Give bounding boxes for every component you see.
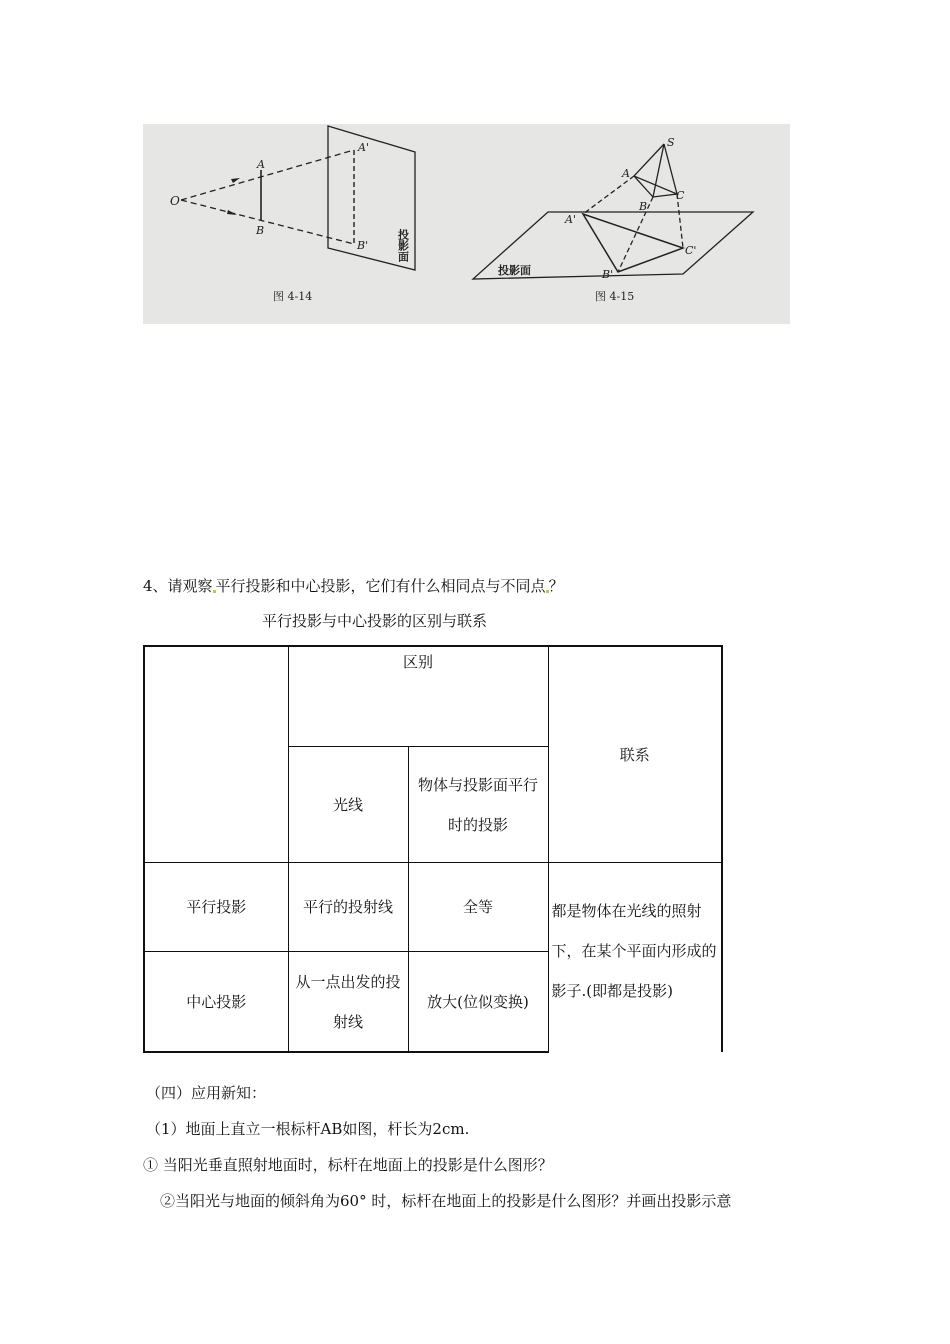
plane-label-right: 投影面 — [498, 264, 531, 277]
table-corner-cell — [144, 646, 288, 863]
row-name: 平行投影 — [186, 898, 247, 916]
row-name-cell — [144, 952, 288, 1053]
label-s: S — [667, 136, 675, 149]
table-row-parallel — [144, 863, 722, 952]
question-4-body: 平行投影和中心投影，它们有什么相同点与不同点 — [215, 577, 546, 595]
figure-4-15 — [473, 144, 753, 279]
label-b-prime-right: B' — [602, 268, 614, 281]
light-header: 光线 — [332, 795, 363, 814]
arrow-head-lower — [227, 210, 237, 215]
question-4 — [143, 576, 564, 596]
question-4-suffix: ？ — [548, 577, 564, 595]
ray-a-a-prime — [583, 176, 634, 214]
table-header-row-1 — [144, 646, 722, 747]
row-shadow: 全等 — [463, 898, 494, 916]
link-body-text: 都是物体在光线的照射下，在某个平面内形成的影子.(即都是投影) — [551, 902, 717, 1000]
figure-4-14 — [181, 126, 415, 270]
link-header: 联系 — [619, 745, 650, 764]
label-c-prime-right: C' — [685, 244, 697, 257]
row-name-cell — [144, 863, 288, 952]
link-body-cell — [548, 863, 722, 1053]
label-a: A — [257, 158, 265, 171]
row-light: 从一点出发的投射线 — [295, 972, 401, 1031]
row-name: 中心投影 — [186, 992, 247, 1011]
ray-sb — [653, 144, 664, 197]
parallel-object-header-cell — [408, 747, 548, 863]
link-header-cell — [548, 646, 722, 863]
label-a-prime: A' — [358, 141, 369, 154]
parallel-object-header: 物体与投影面平行时的投影 — [418, 775, 539, 834]
exercise-1b: ②当阳光与地面的倾斜角为60° 时，标杆在地面上的投影是什么图形？并画出投影示意 — [160, 1192, 732, 1210]
arrow-head-upper — [231, 178, 240, 183]
caption-4-14: 图 4-14 — [273, 290, 313, 303]
question-4-prefix: 4、请观察 — [143, 577, 213, 595]
comparison-table — [143, 645, 723, 1053]
table-title: 平行投影与中心投影的区别与联系 — [262, 612, 488, 630]
plane-label-left: 投影面 — [396, 229, 410, 262]
exercise-1a: ① 当阳光垂直照射地面时，标杆在地面上的投影是什么图形？ — [143, 1156, 553, 1174]
ray-c-c-prime — [677, 194, 683, 248]
projection-figures-image — [143, 124, 790, 324]
projection-figures-svg — [143, 124, 790, 324]
label-a-right: A — [622, 167, 630, 180]
label-a-prime-right: A' — [565, 213, 576, 226]
label-b-prime: B' — [357, 239, 369, 252]
caption-4-15: 图 4-15 — [595, 290, 635, 303]
row-shadow-cell — [408, 863, 548, 952]
light-header-cell — [288, 747, 408, 863]
row-light-cell — [288, 952, 408, 1053]
diagonal-a-prime-c-prime — [583, 214, 683, 248]
ray-sc — [664, 144, 677, 194]
diff-header-cell — [288, 646, 548, 747]
row-light: 平行的投射线 — [302, 898, 393, 916]
label-o: O — [170, 194, 180, 208]
row-shadow-cell — [408, 952, 548, 1053]
label-b-right: B — [639, 200, 648, 213]
exercise-1: （1）地面上直立一根标杆AB如图，杆长为2cm. — [146, 1120, 470, 1138]
label-b: B — [256, 224, 265, 237]
ray-sa — [634, 144, 664, 176]
row-light-cell — [288, 863, 408, 952]
row-shadow: 放大(位似变换) — [427, 992, 529, 1011]
section-heading: （四）应用新知： — [146, 1084, 267, 1102]
label-c-right: C — [676, 189, 685, 202]
diff-header: 区别 — [403, 653, 434, 671]
